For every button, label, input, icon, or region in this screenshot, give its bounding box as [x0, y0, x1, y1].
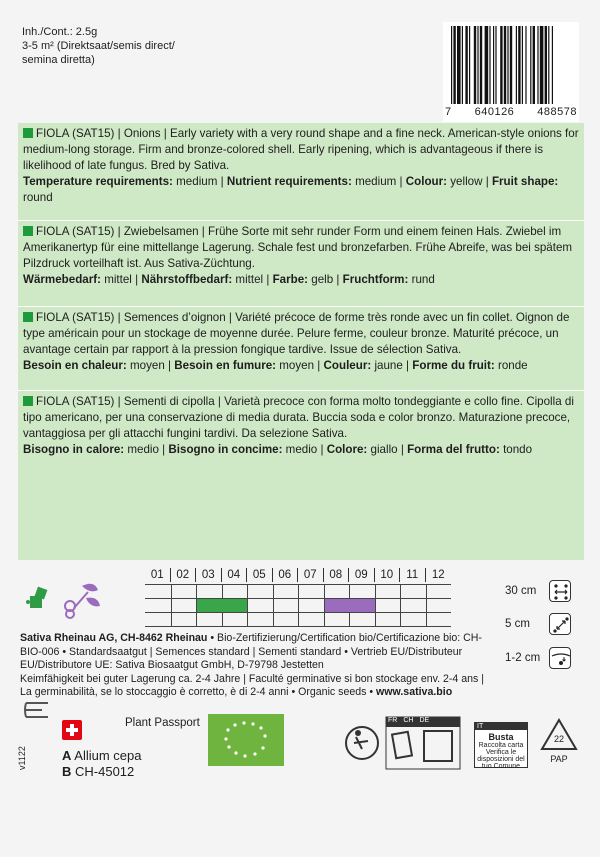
temp-label-it: Bisogno in calore:	[23, 443, 125, 456]
barcode-bar	[489, 26, 490, 104]
barcode-bar	[493, 26, 494, 104]
calendar-row-line	[145, 626, 451, 627]
company-name: Sativa Rheinau AG, CH-8462 Rheinau	[20, 632, 208, 644]
barcode-bar	[518, 26, 520, 104]
busta-title: Busta	[488, 732, 514, 742]
calendar-month-label: 11	[400, 568, 426, 582]
barcode-bar	[530, 26, 531, 104]
shape-label-it: Forma del frutto:	[407, 443, 500, 456]
barcode-digit-left: 640126	[474, 106, 515, 118]
pap-number: 22	[553, 734, 564, 744]
plant-passport-details	[62, 748, 142, 780]
green-square-icon	[23, 396, 33, 406]
busta-note: Verifica le disposizioni del tuo Comune	[477, 749, 525, 770]
sowing-icon	[26, 587, 47, 608]
calendar-month-label: 01	[145, 568, 171, 582]
barcode-bar	[451, 26, 452, 104]
barcode-digits	[443, 106, 579, 118]
description-it-text: FIOLA (SAT15) | Sementi di cipolla | Varietà precoce con forma molto tondeggiante e collo fine. Cipolla di tipo americano, per una conservazione di media durata. Buccia soda e color bronzo. Maturazione precoce, vantaggiosa per gli attacchi fungini tardivi. Da selezione Sativa.	[23, 395, 574, 440]
barcode-bar	[537, 26, 538, 104]
barcode-bar	[457, 26, 461, 104]
barcode-bar	[552, 26, 553, 104]
shape-value-fr: ronde	[497, 359, 528, 372]
nutrient-value-en: medium	[355, 175, 397, 188]
barcode-bar	[453, 26, 455, 104]
sowing-depth-label: 1-2 cm	[505, 652, 541, 664]
colour-value-it: giallo	[370, 443, 398, 456]
calendar-legend	[24, 580, 104, 620]
nutrient-label-fr: Besoin en fumure:	[174, 359, 277, 372]
eu-mark	[22, 700, 54, 725]
nutrient-value-it: medio	[285, 443, 318, 456]
description-panel	[18, 123, 584, 560]
barcode-bar	[507, 26, 508, 104]
calendar-column-line	[247, 584, 248, 626]
description-en: FIOLA (SAT15) | Onions | Early variety with a very round shape and a fine neck. American-style onions for medium-long storage. Firm and bronze-colored shell. Early ripening, which is advantageous if there is likelihood of late fungus. Bred by Sativa. Temperature requirements: medium | Nutrient requirements: medium | Colour: yellow | Fruit shape: round	[23, 127, 579, 204]
shape-label-de: Fruchtform:	[342, 273, 409, 286]
barcode-digit-prefix: 7	[445, 106, 452, 118]
barcode-bar	[533, 26, 535, 104]
description-de: FIOLA (SAT15) | Zwiebelsamen | Frühe Sorte mit sehr runder Form und einem feinen Hals. Zwiebel im Amerikanertyp für eine mittellange Lagerung. Schale fest und bronzefarben. Frühe Abreife, was bei spätem Pilzdruck vorteilhaft ist. Aus Sativa-Züchtung. Wärmebedarf: mittel | Nährstoffbedarf: mittel | Farbe: gelb | Fruchtform: rund	[23, 225, 573, 286]
temp-value-de: mittel	[104, 273, 132, 286]
harvest-period-bar	[325, 599, 375, 612]
busta-header: IT	[475, 723, 527, 730]
passport-a-letter: A	[62, 748, 72, 763]
temp-value-en: medium	[176, 175, 218, 188]
barcode-bar	[480, 26, 482, 104]
shape-value-it: tondo	[503, 443, 533, 456]
calendar-month-label: 02	[171, 568, 197, 582]
colour-label-it: Colore:	[326, 443, 368, 456]
shape-value-de: rund	[411, 273, 435, 286]
germination-text: Keimfähigkeit bei guter Lagerung ca. 2-4 Jahre | Faculté germinative si bon stockage env. 2-4 ans | La germinabilità, se lo stoccaggio è corretto, è di 2-4 anni • Organic seeds •	[20, 672, 485, 699]
temp-value-fr: moyen	[129, 359, 165, 372]
barcode-bar	[465, 26, 467, 104]
calendar-month-label: 04	[222, 568, 248, 582]
eu-organic-leaf-icon	[208, 714, 284, 766]
description-fr-text: FIOLA (SAT15) | Semences d’oignon | Variété précoce de forme très ronde avec un fin collet. Oignon de type américain pour un stockage de moyenne durée. Pelure ferme, couleur bronze. Maturité précoce, un avantage certain par rapport à la pression fongique tardive. Issue de sélection Sativa.	[23, 311, 570, 356]
description-it: FIOLA (SAT15) | Sementi di cipolla | Varietà precoce con forma molto tondeggiante e collo fine. Cipolla di tipo americano, per una conservazione di media durata. Buccia soda e color bronzo. Maturazione precoce, vantaggiosa per gli attacchi fungini tardivi. Da selezione Sativa. Bisogno in calore: medio | Bisogno in concime: medio | Colore: giallo | Forma del frutto: tondo	[23, 395, 574, 456]
calendar-month-label: 12	[431, 569, 445, 581]
content-weight: Inh./Cont.: 2.5g	[22, 26, 98, 38]
calendar-column-line	[298, 584, 299, 626]
calendar-column-line	[375, 584, 376, 626]
bin-labels	[388, 717, 429, 724]
barcode-bar	[545, 26, 547, 104]
calendar-month-label: 10	[375, 568, 401, 582]
pap-label: PAP	[550, 754, 568, 764]
calendar-month-label: 03	[196, 568, 222, 582]
sowing-depth	[505, 647, 571, 669]
barcode-bar	[510, 26, 512, 104]
barcode-bar	[485, 26, 489, 104]
bin-label-ch: CH	[403, 717, 414, 724]
description-en-text: FIOLA (SAT15) | Onions | Early variety with a very round shape and a fine neck. American-style onions for medium-long storage. Firm and bronze-colored shell. Early ripening, which is advantageous if there is likelihood of late fungus. Bred by Sativa.	[23, 127, 579, 172]
nutrient-value-de: mittel	[235, 273, 264, 286]
row-spacing-icon	[549, 580, 571, 602]
shape-label-en: Fruit shape:	[491, 175, 559, 188]
company-info	[20, 632, 490, 700]
content-area-cont: semina diretta)	[22, 54, 95, 66]
barcode-bar	[462, 26, 463, 104]
description-de-text: FIOLA (SAT15) | Zwiebelsamen | Frühe Sorte mit sehr runder Form und einem feinen Hals. Zwiebel im Amerikanertyp für eine mittellange Lagerung. Schale fest und bronzefarben. Frühe Abreife, was bei spätem Pilzdruck vorteilhaft ist. Aus Sativa-Züchtung.	[23, 225, 573, 270]
barcode-bar	[516, 26, 517, 104]
divider	[18, 390, 584, 391]
temp-label-en: Temperature requirements:	[23, 175, 173, 188]
website-link[interactable]: www.sativa.bio	[376, 686, 453, 699]
shape-value-en: round	[23, 191, 53, 204]
plant-passport-title: Plant Passport	[125, 717, 200, 729]
barcode-bar	[504, 26, 506, 104]
divider	[18, 220, 584, 221]
calendar-column-line	[426, 584, 427, 626]
calendar-month-label: 06	[273, 568, 299, 582]
company-text: • Bio-Zertifizierung/Certification bio/Certificazione bio: CH-BIO-006 • Standardsaatgut | Semences standard | Sementi standard • Vertrieb EU/Distributeur EU/Distributore UE: Sativa Biosaatgut GmbH, D-79798 Jestetten	[20, 632, 482, 672]
busta-recycling-label	[474, 722, 528, 768]
row-spacing	[505, 580, 571, 602]
barcode-digit-right: 488578	[537, 106, 577, 118]
barcode-bars	[443, 22, 579, 106]
description-fr: FIOLA (SAT15) | Semences d’oignon | Variété précoce de forme très ronde avec un fin collet. Oignon de type américain pour un stockage de moyenne durée. Pelure ferme, couleur bronze. Maturité précoce, un avantage certain par rapport à la pression fongique tardive. Issue de sélection Sativa. Besoin en chaleur: moyen | Besoin en fumure: moyen | Couleur: jaune | Forme du fruit: ronde	[23, 311, 570, 372]
calendar-month-label: 07	[298, 568, 324, 582]
barcode-bar	[522, 26, 523, 104]
calendar-grid	[145, 584, 451, 626]
temp-label-fr: Besoin en chaleur:	[23, 359, 127, 372]
calendar-column-line	[273, 584, 274, 626]
nutrient-label-de: Nährstoffbedarf:	[141, 273, 233, 286]
passport-b-letter: B	[62, 764, 72, 779]
calendar-month-label: 09	[349, 568, 375, 582]
barcode-bar	[525, 26, 526, 104]
content-info	[22, 25, 175, 67]
barcode-bar	[495, 26, 496, 104]
barcode-bar	[477, 26, 478, 104]
version-code: v1122	[17, 746, 27, 770]
calendar-legend-icons	[24, 580, 104, 620]
calendar-month-label: 05	[247, 568, 273, 582]
bin-label-fr: FR	[388, 717, 398, 724]
plant-spacing-icon	[549, 613, 571, 635]
harvest-icon	[65, 584, 100, 618]
nutrient-value-fr: moyen	[279, 359, 315, 372]
shape-label-fr: Forme du fruit:	[412, 359, 495, 372]
calendar-months	[145, 568, 451, 582]
colour-label-en: Colour:	[405, 175, 448, 188]
divider	[18, 306, 584, 307]
recycling-icons	[344, 715, 466, 776]
germination-info	[20, 673, 490, 700]
barcode-bar	[548, 26, 549, 104]
busta-type: Raccolta carta	[478, 742, 524, 749]
colour-value-de: gelb	[311, 273, 334, 286]
barcode-bar	[469, 26, 470, 104]
colour-label-de: Farbe:	[272, 273, 309, 286]
temp-label-de: Wärmebedarf:	[23, 273, 101, 286]
swiss-flag-icon	[62, 720, 82, 740]
plant-spacing	[505, 613, 571, 635]
sowing-depth-icon	[549, 647, 571, 669]
temp-value-it: medio	[127, 443, 159, 456]
colour-value-fr: jaune	[374, 359, 403, 372]
sowing-calendar	[145, 568, 451, 626]
plant-spacing-label: 5 cm	[505, 618, 530, 630]
sowing-period-bar	[197, 599, 247, 612]
calendar-column-line	[400, 584, 401, 626]
calendar-column-line	[171, 584, 172, 626]
nutrient-label-en: Nutrient requirements:	[226, 175, 352, 188]
passport-b-text: CH-45012	[75, 764, 135, 779]
estimated-sign-icon	[22, 700, 54, 720]
row-spacing-label: 30 cm	[505, 585, 537, 597]
colour-label-fr: Couleur:	[323, 359, 372, 372]
barcode-bar	[540, 26, 544, 104]
green-square-icon	[23, 312, 33, 322]
passport-a-text: Allium cepa	[74, 748, 142, 763]
calendar-month-label: 08	[324, 568, 350, 582]
colour-value-en: yellow	[450, 175, 483, 188]
barcode	[443, 22, 579, 122]
content-area: 3-5 m² (Direktsaat/semis direct/	[22, 40, 175, 52]
barcode-bar	[474, 26, 476, 104]
green-square-icon	[23, 226, 33, 236]
barcode-bar	[500, 26, 502, 104]
bin-label-de: DE	[419, 717, 430, 724]
nutrient-label-it: Bisogno in concime:	[168, 443, 283, 456]
pap-recycling-icon	[538, 716, 580, 766]
green-square-icon	[23, 128, 33, 138]
